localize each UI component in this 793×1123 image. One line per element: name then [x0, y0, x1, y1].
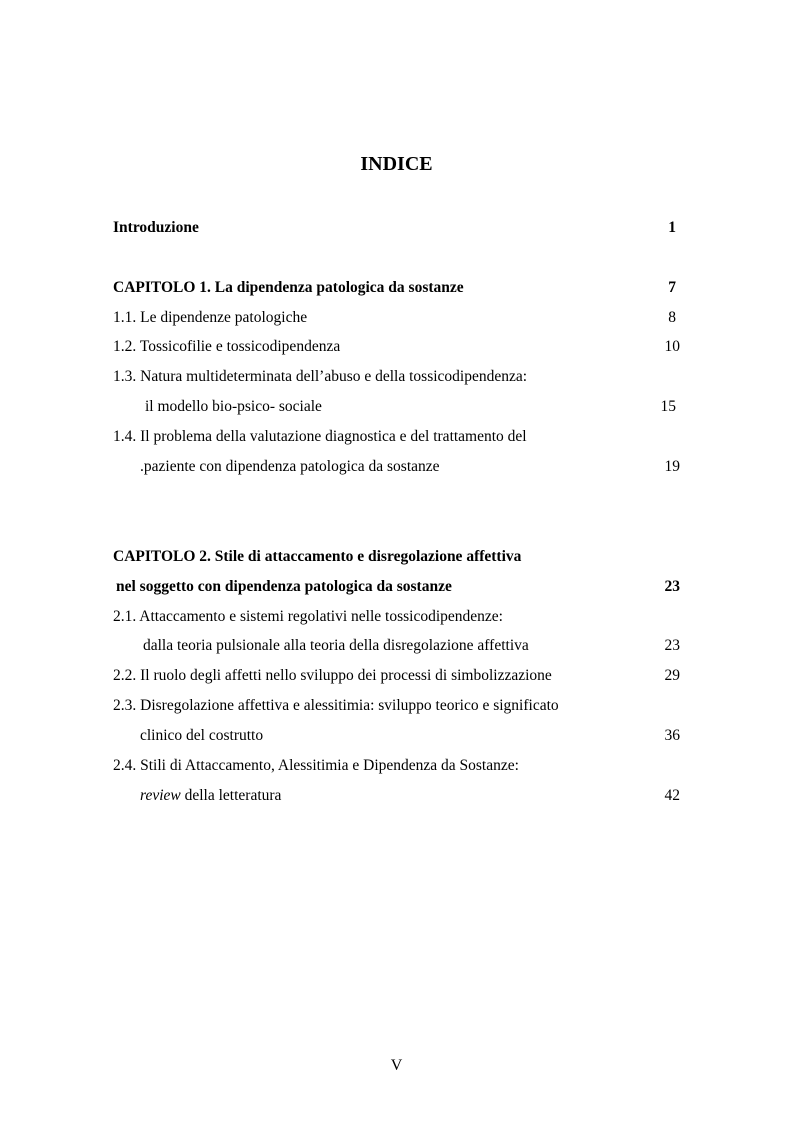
toc-entry-text: nel soggetto con dipendenza patologica da sostanze	[116, 578, 452, 595]
toc-chapter-2-heading	[113, 546, 680, 568]
toc-entry-page: 10	[664, 338, 680, 355]
toc-entry-text: 1.3. Natura multideterminata dell’abuso e della tossicodipendenza:	[113, 368, 528, 385]
toc-entry-text: 1.2. Tossicofilie e tossicodipendenza	[113, 338, 341, 355]
toc-entry-page: 36	[664, 727, 680, 744]
toc-entry-text: 2.2. Il ruolo degli affetti nello sviluppo dei processi di simbolizzazione	[113, 667, 552, 684]
toc-entry-text: clinico del costrutto	[140, 727, 264, 744]
toc-entry-text: 2.1. Attaccamento e sistemi regolativi nelle tossicodipendenze:	[113, 608, 503, 625]
toc-entry-1-4-continued	[113, 456, 680, 478]
toc-entry-page: 1	[668, 219, 676, 236]
toc-entry-text: Introduzione	[113, 219, 199, 236]
toc-entry-text: 2.3. Disregolazione affettiva e alessitimia: sviluppo teorico e significato	[113, 697, 559, 714]
toc-entry-2-3-continued	[113, 725, 680, 747]
toc-entry-2-4	[113, 755, 680, 777]
toc-entry-2-3	[113, 695, 680, 717]
toc-entry-text: il modello bio-psico- sociale	[145, 398, 322, 415]
toc-entry-page: 8	[668, 309, 676, 326]
toc-entry-text: .paziente con dipendenza patologica da sostanze	[140, 458, 440, 475]
toc-entry-page: 42	[664, 787, 680, 804]
toc-entry-page: 7	[668, 279, 676, 296]
toc-entry-text: 1.4. Il problema della valutazione diagnostica e del trattamento del	[113, 428, 527, 445]
toc-entry-text: CAPITOLO 1. La dipendenza patologica da sostanze	[113, 279, 464, 296]
toc-entry-text: CAPITOLO 2. Stile di attaccamento e disregolazione affettiva	[113, 548, 522, 565]
toc-entry-text	[140, 785, 281, 807]
toc-entry-1-1	[113, 307, 680, 329]
toc-entry-2-1-continued	[113, 635, 680, 657]
toc-entry-text-rest: della letteratura	[180, 787, 282, 804]
toc-chapter-1-heading	[113, 277, 680, 299]
toc-entry-page: 23	[664, 637, 680, 654]
toc-entry-page: 15	[660, 398, 676, 415]
page-title: INDICE	[360, 153, 433, 175]
page-number: V	[390, 1057, 403, 1074]
toc-entry-page: 23	[664, 578, 680, 595]
toc-entry-2-1	[113, 606, 680, 628]
toc-entry-1-4	[113, 426, 680, 448]
toc-entry-introduzione	[113, 217, 680, 239]
toc-entry-text: 2.4. Stili di Attaccamento, Alessitimia e Dipendenza da Sostanze:	[113, 757, 519, 774]
toc-entry-2-4-continued	[113, 785, 680, 807]
toc-entry-1-3	[113, 366, 680, 388]
toc-entry-italic-word: review	[140, 787, 181, 804]
toc-entry-text: dalla teoria pulsionale alla teoria della disregolazione affettiva	[143, 637, 529, 654]
toc-entry-page: 29	[664, 667, 680, 684]
toc-chapter-2-heading-continued	[113, 576, 680, 598]
toc-entry-page: 19	[664, 458, 680, 475]
toc-entry-1-2	[113, 336, 680, 358]
toc-entry-2-2	[113, 665, 680, 687]
toc-entry-text: 1.1. Le dipendenze patologiche	[113, 309, 308, 326]
toc-entry-1-3-continued	[113, 396, 680, 418]
